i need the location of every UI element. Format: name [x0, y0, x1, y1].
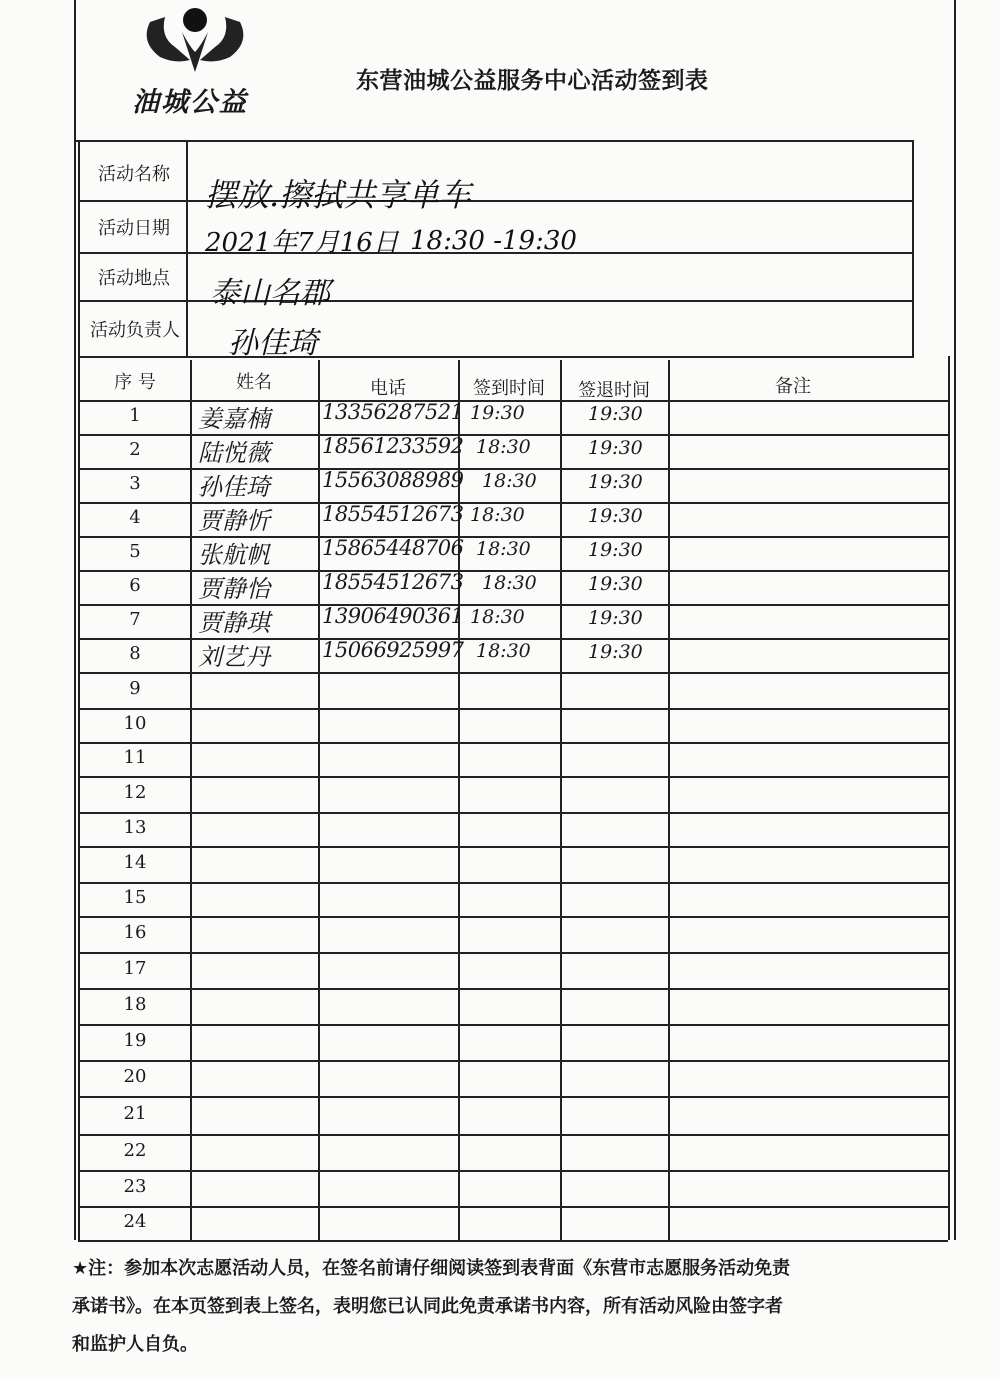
- header-seq: 序 号: [114, 372, 156, 393]
- table-row-line: [78, 708, 948, 710]
- table-row-line: [78, 1240, 948, 1242]
- row-checkout: 19:30: [588, 607, 643, 629]
- table-row-line: [78, 812, 948, 814]
- activity-leader-label: 活动负责人: [90, 320, 180, 341]
- table-row-line: [78, 742, 948, 744]
- row-number: 12: [123, 782, 147, 803]
- row-checkout: 19:30: [588, 403, 643, 425]
- activity-name-value: 摆放.擦拭共享单车: [205, 176, 472, 214]
- row-number: 5: [129, 541, 141, 562]
- row-checkin: 18:30: [476, 436, 531, 458]
- row-number: 10: [123, 713, 147, 734]
- row-number: 21: [123, 1103, 147, 1124]
- row-number: 4: [129, 507, 141, 528]
- row-name: 孙佳琦: [198, 473, 270, 501]
- row-name: 贾静琪: [198, 609, 270, 637]
- row-phone: 18561233592: [322, 434, 464, 458]
- table-row-line: [78, 672, 948, 674]
- table-column-line: [668, 360, 670, 1240]
- row-number: 3: [129, 473, 141, 494]
- row-checkout: 19:30: [588, 539, 643, 561]
- row-name: 张航帆: [198, 541, 270, 569]
- table-row-line: [78, 1024, 948, 1026]
- header-checkin: 签到时间: [473, 378, 545, 399]
- row-checkout: 19:30: [588, 573, 643, 595]
- header-remark: 备注: [775, 376, 811, 397]
- row-phone: 18554512673: [322, 502, 464, 526]
- row-number: 1: [129, 405, 141, 426]
- table-row-line: [78, 846, 948, 848]
- table-row-line: [78, 776, 948, 778]
- disclaimer-note: [72, 1250, 932, 1364]
- row-number: 22: [123, 1140, 147, 1161]
- row-phone: 15865448706: [322, 536, 464, 560]
- table-column-line: [560, 360, 562, 1240]
- row-number: 15: [123, 887, 147, 908]
- logo-text: 油城公益: [132, 87, 248, 118]
- row-checkin: 18:30: [470, 606, 525, 628]
- row-checkout: 19:30: [588, 471, 643, 493]
- row-number: 17: [123, 958, 147, 979]
- table-row-line: [78, 1170, 948, 1172]
- row-checkout: 19:30: [588, 437, 643, 459]
- activity-name-label: 活动名称: [98, 164, 170, 185]
- activity-leader-value: 孙佳琦: [228, 326, 318, 361]
- row-number: 24: [123, 1211, 147, 1232]
- table-row-line: [78, 1060, 948, 1062]
- table-row-line: [78, 1134, 948, 1136]
- row-number: 9: [129, 678, 141, 699]
- row-phone: 18554512673: [322, 570, 464, 594]
- note-line-1: ★注：参加本次志愿活动人员，在签名前请仔细阅读签到表背面《东营市志愿服务活动免责: [72, 1258, 791, 1279]
- table-row-line: [78, 988, 948, 990]
- row-number: 7: [129, 609, 141, 630]
- table-top-border: [78, 356, 914, 358]
- table-column-line: [948, 356, 950, 1240]
- row-number: 19: [123, 1030, 147, 1051]
- row-number: 20: [123, 1066, 147, 1087]
- row-phone: 15066925997: [322, 638, 464, 662]
- table-column-line: [458, 360, 460, 1240]
- row-phone: 13906490361: [322, 604, 464, 628]
- header-checkout: 签退时间: [578, 380, 650, 401]
- row-checkin: 18:30: [482, 470, 537, 492]
- note-line-3: 和监护人自负。: [72, 1334, 198, 1355]
- row-number: 2: [129, 439, 141, 460]
- row-checkin: 18:30: [470, 504, 525, 526]
- activity-place-value: 泰山名郡: [210, 276, 330, 311]
- row-name: 贾静怡: [198, 575, 270, 603]
- row-number: 18: [123, 994, 147, 1015]
- row-number: 8: [129, 643, 141, 664]
- page-title: 东营油城公益服务中心活动签到表: [356, 68, 709, 94]
- row-checkin: 18:30: [482, 572, 537, 594]
- header-name: 姓名: [236, 372, 272, 393]
- table-column-line: [190, 360, 192, 1240]
- table-row-line: [78, 952, 948, 954]
- info-divider: [78, 200, 912, 202]
- row-checkin: 19:30: [470, 402, 525, 424]
- row-number: 13: [123, 817, 147, 838]
- info-divider: [78, 300, 912, 302]
- row-checkout: 19:30: [588, 505, 643, 527]
- row-checkin: 18:30: [476, 640, 531, 662]
- table-row-line: [78, 1096, 948, 1098]
- row-name: 贾静忻: [198, 507, 270, 535]
- row-number: 23: [123, 1176, 147, 1197]
- row-checkin: 18:30: [476, 538, 531, 560]
- table-row-line: [78, 1206, 948, 1208]
- row-number: 14: [123, 852, 147, 873]
- row-name: 陆悦薇: [198, 439, 270, 467]
- row-name: 姜嘉楠: [198, 405, 270, 433]
- row-phone: 13356287521: [322, 400, 464, 424]
- row-number: 16: [123, 922, 147, 943]
- table-column-line: [318, 360, 320, 1240]
- row-phone: 15563088989: [322, 468, 464, 492]
- table-column-line: [78, 356, 80, 1240]
- row-name: 刘艺丹: [198, 643, 270, 671]
- header-phone: 电话: [370, 378, 406, 399]
- activity-place-label: 活动地点: [98, 268, 170, 289]
- table-row-line: [78, 916, 948, 918]
- activity-date-label: 活动日期: [98, 218, 170, 239]
- activity-date-value: 2021年7月16日: [205, 228, 399, 258]
- table-row-line: [78, 882, 948, 884]
- activity-time-value: 18:30 -19:30: [410, 226, 577, 256]
- row-checkout: 19:30: [588, 641, 643, 663]
- info-top-border: [76, 140, 912, 142]
- info-right-border: [912, 140, 914, 356]
- row-number: 6: [129, 575, 141, 596]
- row-number: 11: [123, 747, 147, 768]
- note-line-2: 承诺书》。在本页签到表上签名，表明您已认同此免责承诺书内容，所有活动风险由签字者: [72, 1296, 783, 1317]
